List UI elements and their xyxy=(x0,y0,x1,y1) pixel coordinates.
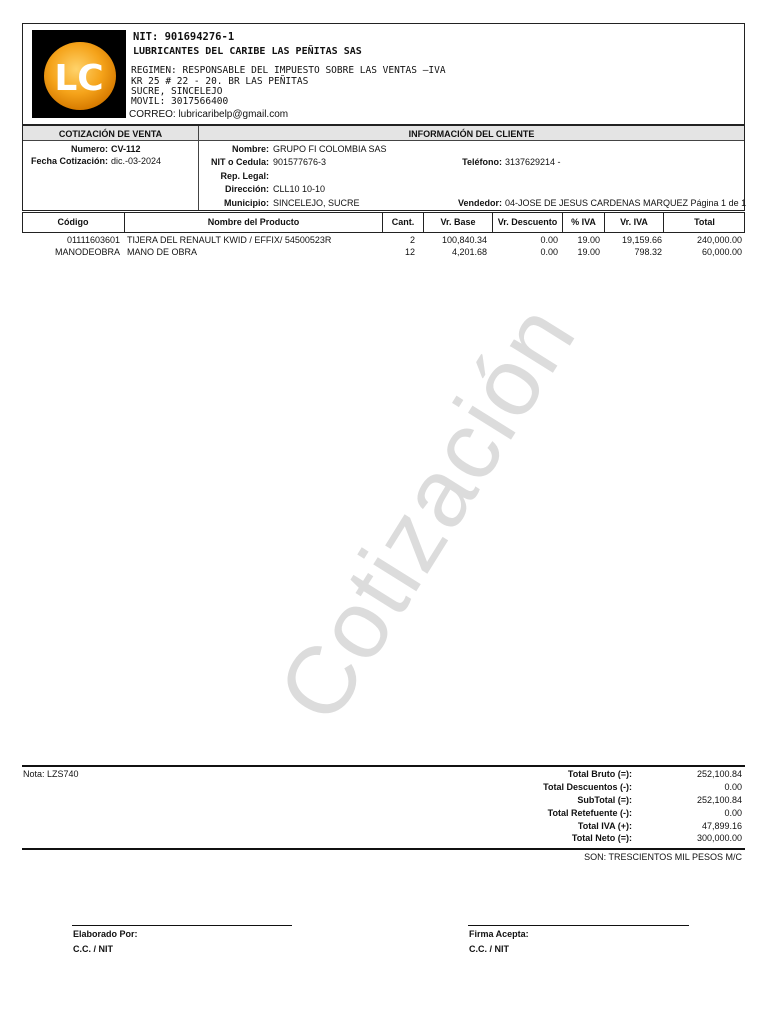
firma-acepta-label: Firma Acepta: xyxy=(469,929,529,939)
col-header-codigo: Código xyxy=(57,217,89,227)
table-cell-cant: 2 xyxy=(409,235,415,245)
total-bruto-label: Total Bruto (=): xyxy=(567,769,632,779)
company-name: LUBRICANTES DEL CARIBE LAS PEÑITAS SAS xyxy=(133,46,362,57)
total-retefuente-value: 0.00 xyxy=(724,808,742,818)
subtotal-label: SubTotal (=): xyxy=(577,795,632,805)
svg-text:LC: LC xyxy=(54,58,104,99)
table-cell-producto: TIJERA DEL RENAULT KWID / EFFIX/ 54500523R xyxy=(127,235,332,245)
quote-date: dic.-03-2024 xyxy=(111,156,162,166)
col-header-base: Vr. Base xyxy=(423,212,492,233)
amount-in-words: SON: TRESCIENTOS MIL PESOS M/C xyxy=(584,852,742,862)
cc-nit-left: C.C. / NIT xyxy=(73,944,113,954)
total-descuentos-value: 0.00 xyxy=(724,782,742,792)
company-address: KR 25 # 22 - 20. BR LAS PEÑITAS xyxy=(131,76,309,87)
table-cell-codigo: MANODEOBRA xyxy=(54,247,120,257)
elaborado-label: Elaborado Por: xyxy=(73,929,138,939)
total-retefuente-label: Total Retefuente (-): xyxy=(547,808,632,818)
client-nit-label: NIT o Cedula: xyxy=(211,157,269,167)
footer-top-rule xyxy=(22,765,745,767)
client-phone-label: Teléfono: xyxy=(462,157,502,167)
client-phone: 3137629214 - xyxy=(505,157,561,167)
quote-number: CV-112 xyxy=(111,144,141,154)
quote-section-title: COTIZACIÓN DE VENTA xyxy=(58,129,163,139)
col-header-iva: Vr. IVA xyxy=(604,212,663,233)
quote-number-label: Numero: xyxy=(70,144,108,154)
client-address: CLL10 10-10 xyxy=(273,184,326,194)
total-neto-label: Total Neto (=): xyxy=(571,833,632,843)
total-descuentos-label: Total Descuentos (-): xyxy=(543,782,632,792)
table-cell-codigo: 01111603601 xyxy=(66,235,120,245)
table-cell-descuento: 0.00 xyxy=(540,247,558,257)
col-header-total: Total xyxy=(663,212,745,233)
total-iva-value: 47,899.16 xyxy=(701,821,742,831)
total-bruto-value: 252,100.84 xyxy=(696,769,742,779)
col-header-producto: Nombre del Producto xyxy=(124,212,382,233)
company-city: SUCRE, SINCELEJO xyxy=(131,86,223,97)
quote-note: Nota: LZS740 xyxy=(23,769,79,779)
client-municipio-label: Municipio: xyxy=(224,198,269,208)
client-name: GRUPO FI COLOMBIA SAS xyxy=(273,144,387,154)
client-nit: 901577676-3 xyxy=(273,157,327,167)
table-cell-cant: 12 xyxy=(404,247,415,257)
watermark: Cotización xyxy=(257,285,597,740)
subtotal-value: 252,100.84 xyxy=(696,795,742,805)
quote-date-label: Fecha Cotización: xyxy=(30,156,108,166)
company-regimen: REGIMEN: RESPONSABLE DEL IMPUESTO SOBRE LAS VENTAS –IVA xyxy=(131,65,446,76)
total-iva-label: Total IVA (+): xyxy=(577,821,632,831)
client-address-label: Dirección: xyxy=(224,184,269,194)
footer-bottom-rule xyxy=(22,848,745,850)
col-header-cant: Cant. xyxy=(382,212,423,233)
cc-nit-right: C.C. / NIT xyxy=(469,944,509,954)
col-header-descuento: Vr. Descuento xyxy=(492,212,562,233)
total-neto-value: 300,000.00 xyxy=(696,833,742,843)
company-nit: NIT: 901694276-1 xyxy=(133,31,235,43)
signature-line-right xyxy=(468,925,689,926)
client-name-label: Nombre: xyxy=(231,144,269,154)
col-header-iva-pct: % IVA xyxy=(562,212,604,233)
client-section-title: INFORMACIÓN DEL CLIENTE xyxy=(408,129,535,139)
client-rep-label: Rep. Legal: xyxy=(220,171,269,181)
company-logo xyxy=(32,30,126,118)
table-cell-iva: 19,159.66 xyxy=(621,235,662,245)
logo-graphic xyxy=(32,30,126,118)
table-cell-total: 60,000.00 xyxy=(701,247,742,257)
table-cell-iva: 798.32 xyxy=(634,247,662,257)
signature-line-left xyxy=(72,925,292,926)
table-cell-base: 4,201.68 xyxy=(451,247,487,257)
table-cell-base: 100,840.34 xyxy=(441,235,487,245)
table-cell-total: 240,000.00 xyxy=(696,235,742,245)
company-movil: MOVIL: 3017566400 xyxy=(131,96,229,107)
client-municipio: SINCELEJO, SUCRE xyxy=(273,198,360,208)
vendor-label: Vendedor: xyxy=(457,198,502,208)
table-cell-iva-pct: 19.00 xyxy=(577,247,600,257)
company-email: CORREO: lubricaribelp@gmail.com xyxy=(129,109,289,120)
vendor: 04-JOSE DE JESUS CARDENAS MARQUEZ Página 1 de 1 xyxy=(505,198,747,208)
table-cell-iva-pct: 19.00 xyxy=(577,235,600,245)
table-cell-producto: MANO DE OBRA xyxy=(127,247,198,257)
table-cell-descuento: 0.00 xyxy=(540,235,558,245)
